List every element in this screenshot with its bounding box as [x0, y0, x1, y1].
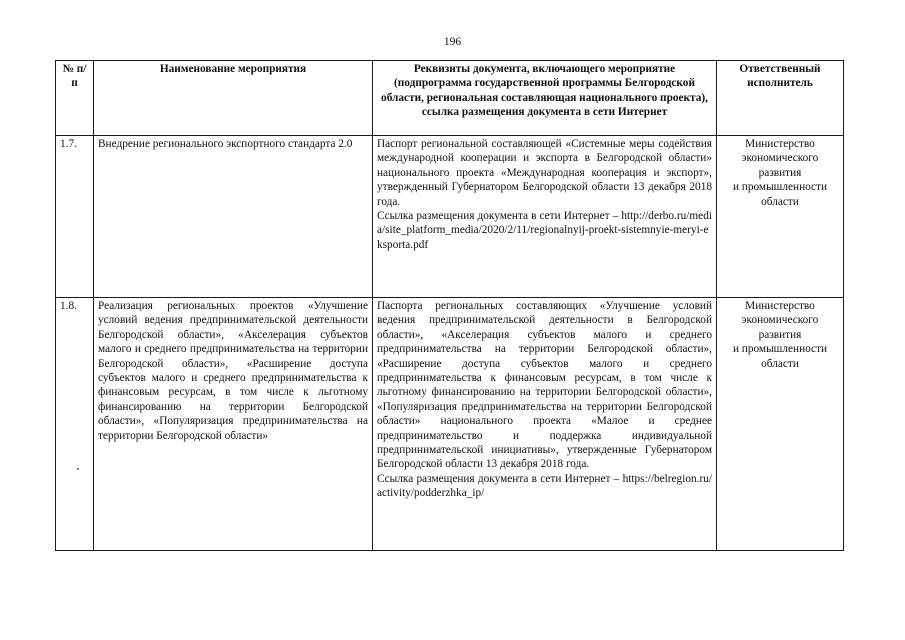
executor-line: и промышленности [732, 181, 828, 194]
header-number: № п/п [56, 61, 94, 136]
header-executor: Ответственный исполнитель [717, 61, 844, 136]
row-name: Реализация региональных проектов «Улучшение условий ведения предпринимательской деятельности Белгородской области», «Акселерация субъектов малого и среднего предпринимательства на территории Белгородской области», «Расширение доступа субъектов малого и среднего предпринимательства к финансовым ресурсам, в том числе к льготному финансированию на территории Белгородской области», «Популяризация предпринимательства на территории Белгородской области» [94, 298, 373, 551]
executor-line: Министерство [745, 138, 815, 150]
executor-line: и промышленности [732, 343, 828, 356]
row-requisites [373, 298, 717, 551]
executor-line: области [761, 357, 799, 370]
table-row [56, 298, 844, 551]
row-number: 1.8. [56, 298, 94, 551]
link-label: Ссылка размещения документа в сети Интернет – [377, 210, 619, 223]
table-header-row [56, 61, 844, 136]
row-name: Внедрение регионального экспортного стандарта 2.0 [94, 136, 373, 298]
executor-line: экономического [741, 152, 819, 165]
scan-artifact-dot [77, 468, 79, 470]
requisites-text: Паспорт региональной составляющей «Системные меры содействия международной кооперации и экспорта в Белгородской области» национального проекта «Международная кооперация и экспорт», утвержденный Губернатором Белгородской области 13 декабря 2018 года. [377, 138, 712, 208]
row-requisites [373, 136, 717, 298]
executor-line: области [761, 195, 799, 208]
row-executor [717, 298, 844, 551]
requisites-text: Паспорта региональных составляющих «Улучшение условий ведения предпринимательской деятельности в Белгородской области», «Акселерация субъектов малого и среднего предпринимательства на территории Белгородской области», «Расширение доступа субъектов малого и среднего предпринимательства к финансовым ресурсам, в том числе к льготному финансированию на территории Белгородской области», «Популяризация предпринимательства на территории Белгородской области» национального проекта «Малое и среднее предпринимательство и поддержка индивидуальной предпринимательской инициативы», утвержденные Губернатором Белгородской области 13 декабря 2018 года. [377, 300, 712, 471]
table-row [56, 136, 844, 298]
row-number: 1.7. [56, 136, 94, 298]
row-executor [717, 136, 844, 298]
executor-line: экономического [741, 314, 819, 327]
page-number: 196 [443, 36, 462, 48]
header-name: Наименование мероприятия [94, 61, 373, 136]
header-requisites: Реквизиты документа, включающего мероприятие (подпрограмма государственной программы Белгородской области, региональная составляющая национального проекта), ссылка размещения документа в сети Интернет [373, 61, 717, 136]
document-link[interactable]: https://belregion.ru/activity/podderzhka_ip/ [377, 472, 712, 500]
events-table [55, 60, 844, 551]
link-label: Ссылка размещения документа в сети Интернет – [377, 472, 620, 485]
executor-line: развития [758, 166, 802, 179]
document-link[interactable]: http://derbo.ru/media/site_platform_media/2020/2/11/regionalnyij-proekt-sistemnyie-meryi-eksporta.pdf [377, 210, 712, 251]
executor-line: развития [758, 328, 802, 341]
executor-line: Министерство [745, 300, 815, 312]
